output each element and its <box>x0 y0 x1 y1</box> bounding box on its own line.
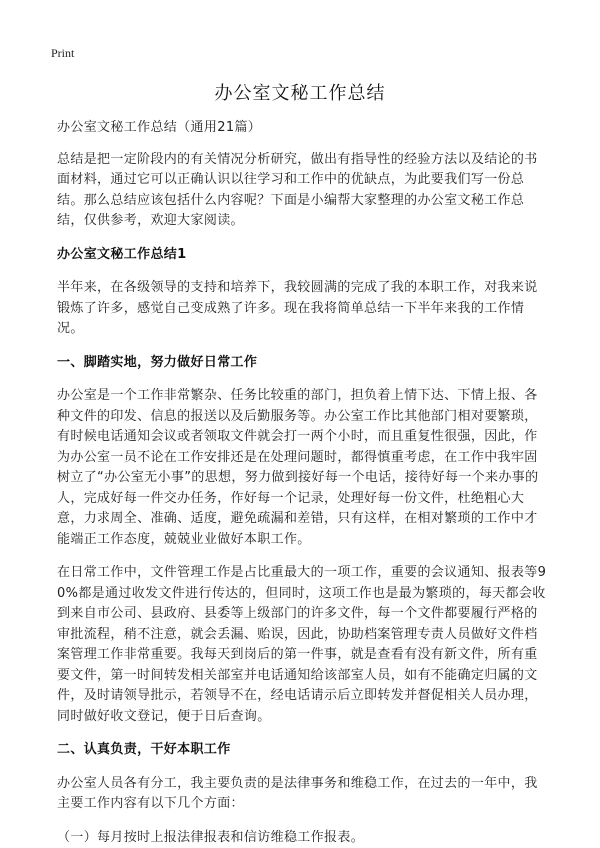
list-item: （一）每月按时上报法律报表和信访维稳工作报表。 <box>57 828 549 848</box>
document-title: 办公室文秘工作总结 <box>0 82 600 106</box>
paragraph-office-duties: 办公室是一个工作非常繁杂、任务比较重的部门，担负着上情下达、下情上报、各种文件的印发、信息的报送以及后勤服务等。办公室工作比其他部门相对要繁琐，有时候电话通知会议或者领取文件就会打一两个小时，而且重复性很强，因此，作为办公室一员不论在工作安排还是在处理问题时，都得慎重考虑，在工作中我牢固树立了“办公室无小事”的思想，努力做到接好每一个电话，接待好每一个来办事的人，完成好每一件交办任务，作好每一个记录，处理好每一份文件，杜绝粗心大意，力求周全、准确、适度，避免疏漏和差错，只有这样，在相对繁琐的工作中才能端正工作态度，兢兢业业做好本职工作。 <box>57 386 549 550</box>
intro-paragraph: 总结是把一定阶段内的有关情况分析研究，做出有指导性的经验方法以及结论的书面材料，通过它可以正确认识以往学习和工作中的优缺点，为此要我们写一份总结。那么总结应该包括什么内容呢？下面是小编帮大家整理的办公室文秘工作总结，仅供参考，欢迎大家阅读。 <box>57 150 549 232</box>
document-body <box>57 118 549 848</box>
paragraph-document-management: 在日常工作中，文件管理工作是占比重最大的一项工作，重要的会议通知、报表等90%都是通过收发文件进行传达的，但同时，这项工作也是最为繁琐的，每天都会收到来自市公司、县政府、县委等上级部门的许多文件，每一个文件都要履行严格的审批流程，稍不注意，就会丢漏、贻误，因此，协助档案管理专责人员做好文件档案管理工作非常重要。我每天到岗后的第一件事，就是查看有没有新文件，所有重要文件，第一时间转发相关部室并电话通知给该部室人员，如有不能确定归属的文件，及时请领导批示，若领导不在，经电话请示后立即转发并督促相关人员办理，同时做好收文登记，便于日后查询。 <box>57 563 549 727</box>
section-title: 办公室文秘工作总结1 <box>57 245 549 266</box>
heading-responsibility: 二、认真负责，干好本职工作 <box>57 740 549 761</box>
opening-paragraph: 半年来，在各级领导的支持和培养下，我较圆满的完成了我的本职工作，对我来说锻炼了许多，感觉自己变成熟了许多。现在我将简单总结一下半年来我的工作情况。 <box>57 278 549 340</box>
document-subtitle: 办公室文秘工作总结（通用21篇） <box>57 118 549 139</box>
paragraph-division-of-work: 办公室人员各有分工，我主要负责的是法律事务和维稳工作，在过去的一年中，我主要工作内容有以下几个方面： <box>57 774 549 815</box>
print-link[interactable]: Print <box>51 46 74 60</box>
heading-daily-work: 一、脚踏实地，努力做好日常工作 <box>57 353 549 374</box>
